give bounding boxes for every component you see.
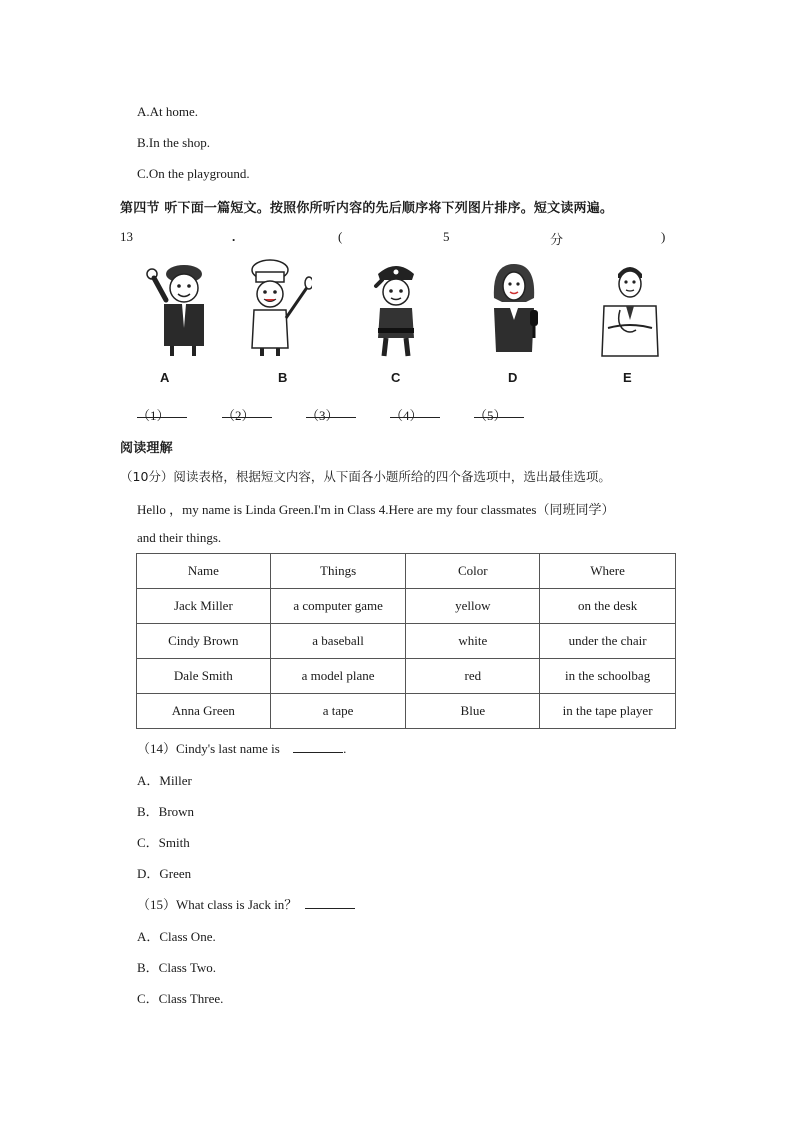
blank-label-3: （3） (306, 408, 339, 423)
passage-line-2: and their things. (137, 530, 222, 545)
man-waving-icon (140, 258, 210, 358)
cell-where: in the schoolbag (540, 659, 676, 694)
cell-name: Dale Smith (137, 659, 271, 694)
q15-stem: （15）What class is Jack in？ (137, 897, 298, 912)
q13-answer-blanks (0, 405, 794, 425)
header-name: Name (137, 554, 271, 589)
blank-label-4: （4） (390, 408, 423, 423)
q14-answer-blank[interactable] (293, 740, 343, 753)
table-row (137, 589, 676, 624)
blank-label-2: （2） (222, 408, 255, 423)
table-header-row (137, 554, 676, 589)
header-things: Things (270, 554, 406, 589)
q12-option-c: C.On the playground. (137, 166, 250, 181)
blank-label-5: （5） (474, 408, 507, 423)
q13-close-paren: ) (661, 229, 666, 244)
answer-blank-1[interactable] (137, 405, 187, 418)
picture-label-a: A (160, 370, 170, 385)
cell-name: Anna Green (137, 694, 271, 729)
cell-color: red (406, 659, 540, 694)
picture-label-d: D (508, 370, 518, 385)
doctor-icon (596, 258, 666, 358)
q15-option-c[interactable]: C．Class Three. (137, 991, 224, 1006)
q14-option-c[interactable]: C．Smith (137, 835, 190, 850)
cell-things: a baseball (270, 624, 406, 659)
answer-blank-5[interactable] (474, 405, 524, 418)
answer-blank-4[interactable] (390, 405, 440, 418)
police-officer-icon (362, 258, 432, 358)
answer-blank-3[interactable] (306, 405, 356, 418)
table-row (137, 694, 676, 729)
section4-title: 第四节 听下面一篇短文。按照你所听内容的先后顺序将下列图片排序。短文读两遍。 (120, 201, 614, 216)
q15-option-b[interactable]: B．Class Two. (137, 960, 217, 975)
picture-label-e: E (623, 370, 632, 385)
q13-unit: 分 (550, 232, 564, 247)
picture-label-b: B (278, 370, 288, 385)
header-color: Color (406, 554, 540, 589)
cell-where: in the tape player (540, 694, 676, 729)
cell-color: Blue (406, 694, 540, 729)
cell-things: a tape (270, 694, 406, 729)
reporter-icon (478, 258, 548, 358)
chef-icon (242, 258, 312, 358)
table-row (137, 624, 676, 659)
table-row (137, 659, 676, 694)
cell-name: Cindy Brown (137, 624, 271, 659)
answer-blank-2[interactable] (222, 405, 272, 418)
q13-line (0, 229, 794, 247)
cell-things: a model plane (270, 659, 406, 694)
cell-things: a computer game (270, 589, 406, 624)
cell-name: Jack Miller (137, 589, 271, 624)
q15-stem-line (137, 894, 355, 913)
q13-open-paren: ( (338, 229, 343, 244)
classmates-table (136, 553, 676, 729)
passage-line-1: Hello ，my name is Linda Green.I'm in Class 4.Here are my four classmates（同班同学） (137, 502, 615, 517)
q14-option-d[interactable]: D．Green (137, 866, 192, 881)
q14-option-a[interactable]: A．Miller (137, 773, 192, 788)
q13-score: 5 (443, 229, 450, 244)
reading-instruction: （10分）阅读表格，根据短文内容，从下面各小题所给的四个备选项中，选出最佳选项。 (120, 469, 611, 484)
q13-dot: . (232, 229, 236, 244)
blank-label-1: （1） (137, 408, 170, 423)
q12-option-a: A.At home. (137, 104, 199, 119)
q12-option-b: B.In the shop. (137, 135, 210, 150)
reading-heading: 阅读理解 (120, 441, 173, 456)
q13-number: 13 (120, 229, 133, 244)
cell-color: yellow (406, 589, 540, 624)
header-where: Where (540, 554, 676, 589)
q14-stem-line: （14）Cindy's last name is . (137, 741, 347, 756)
q15-option-a[interactable]: A．Class One. (137, 929, 216, 944)
q14-option-b[interactable]: B．Brown (137, 804, 195, 819)
q15-answer-blank[interactable] (305, 896, 355, 909)
cell-color: white (406, 624, 540, 659)
q14-stem: （14）Cindy's last name is (137, 741, 280, 756)
cell-where: on the desk (540, 589, 676, 624)
cell-where: under the chair (540, 624, 676, 659)
picture-label-c: C (391, 370, 401, 385)
